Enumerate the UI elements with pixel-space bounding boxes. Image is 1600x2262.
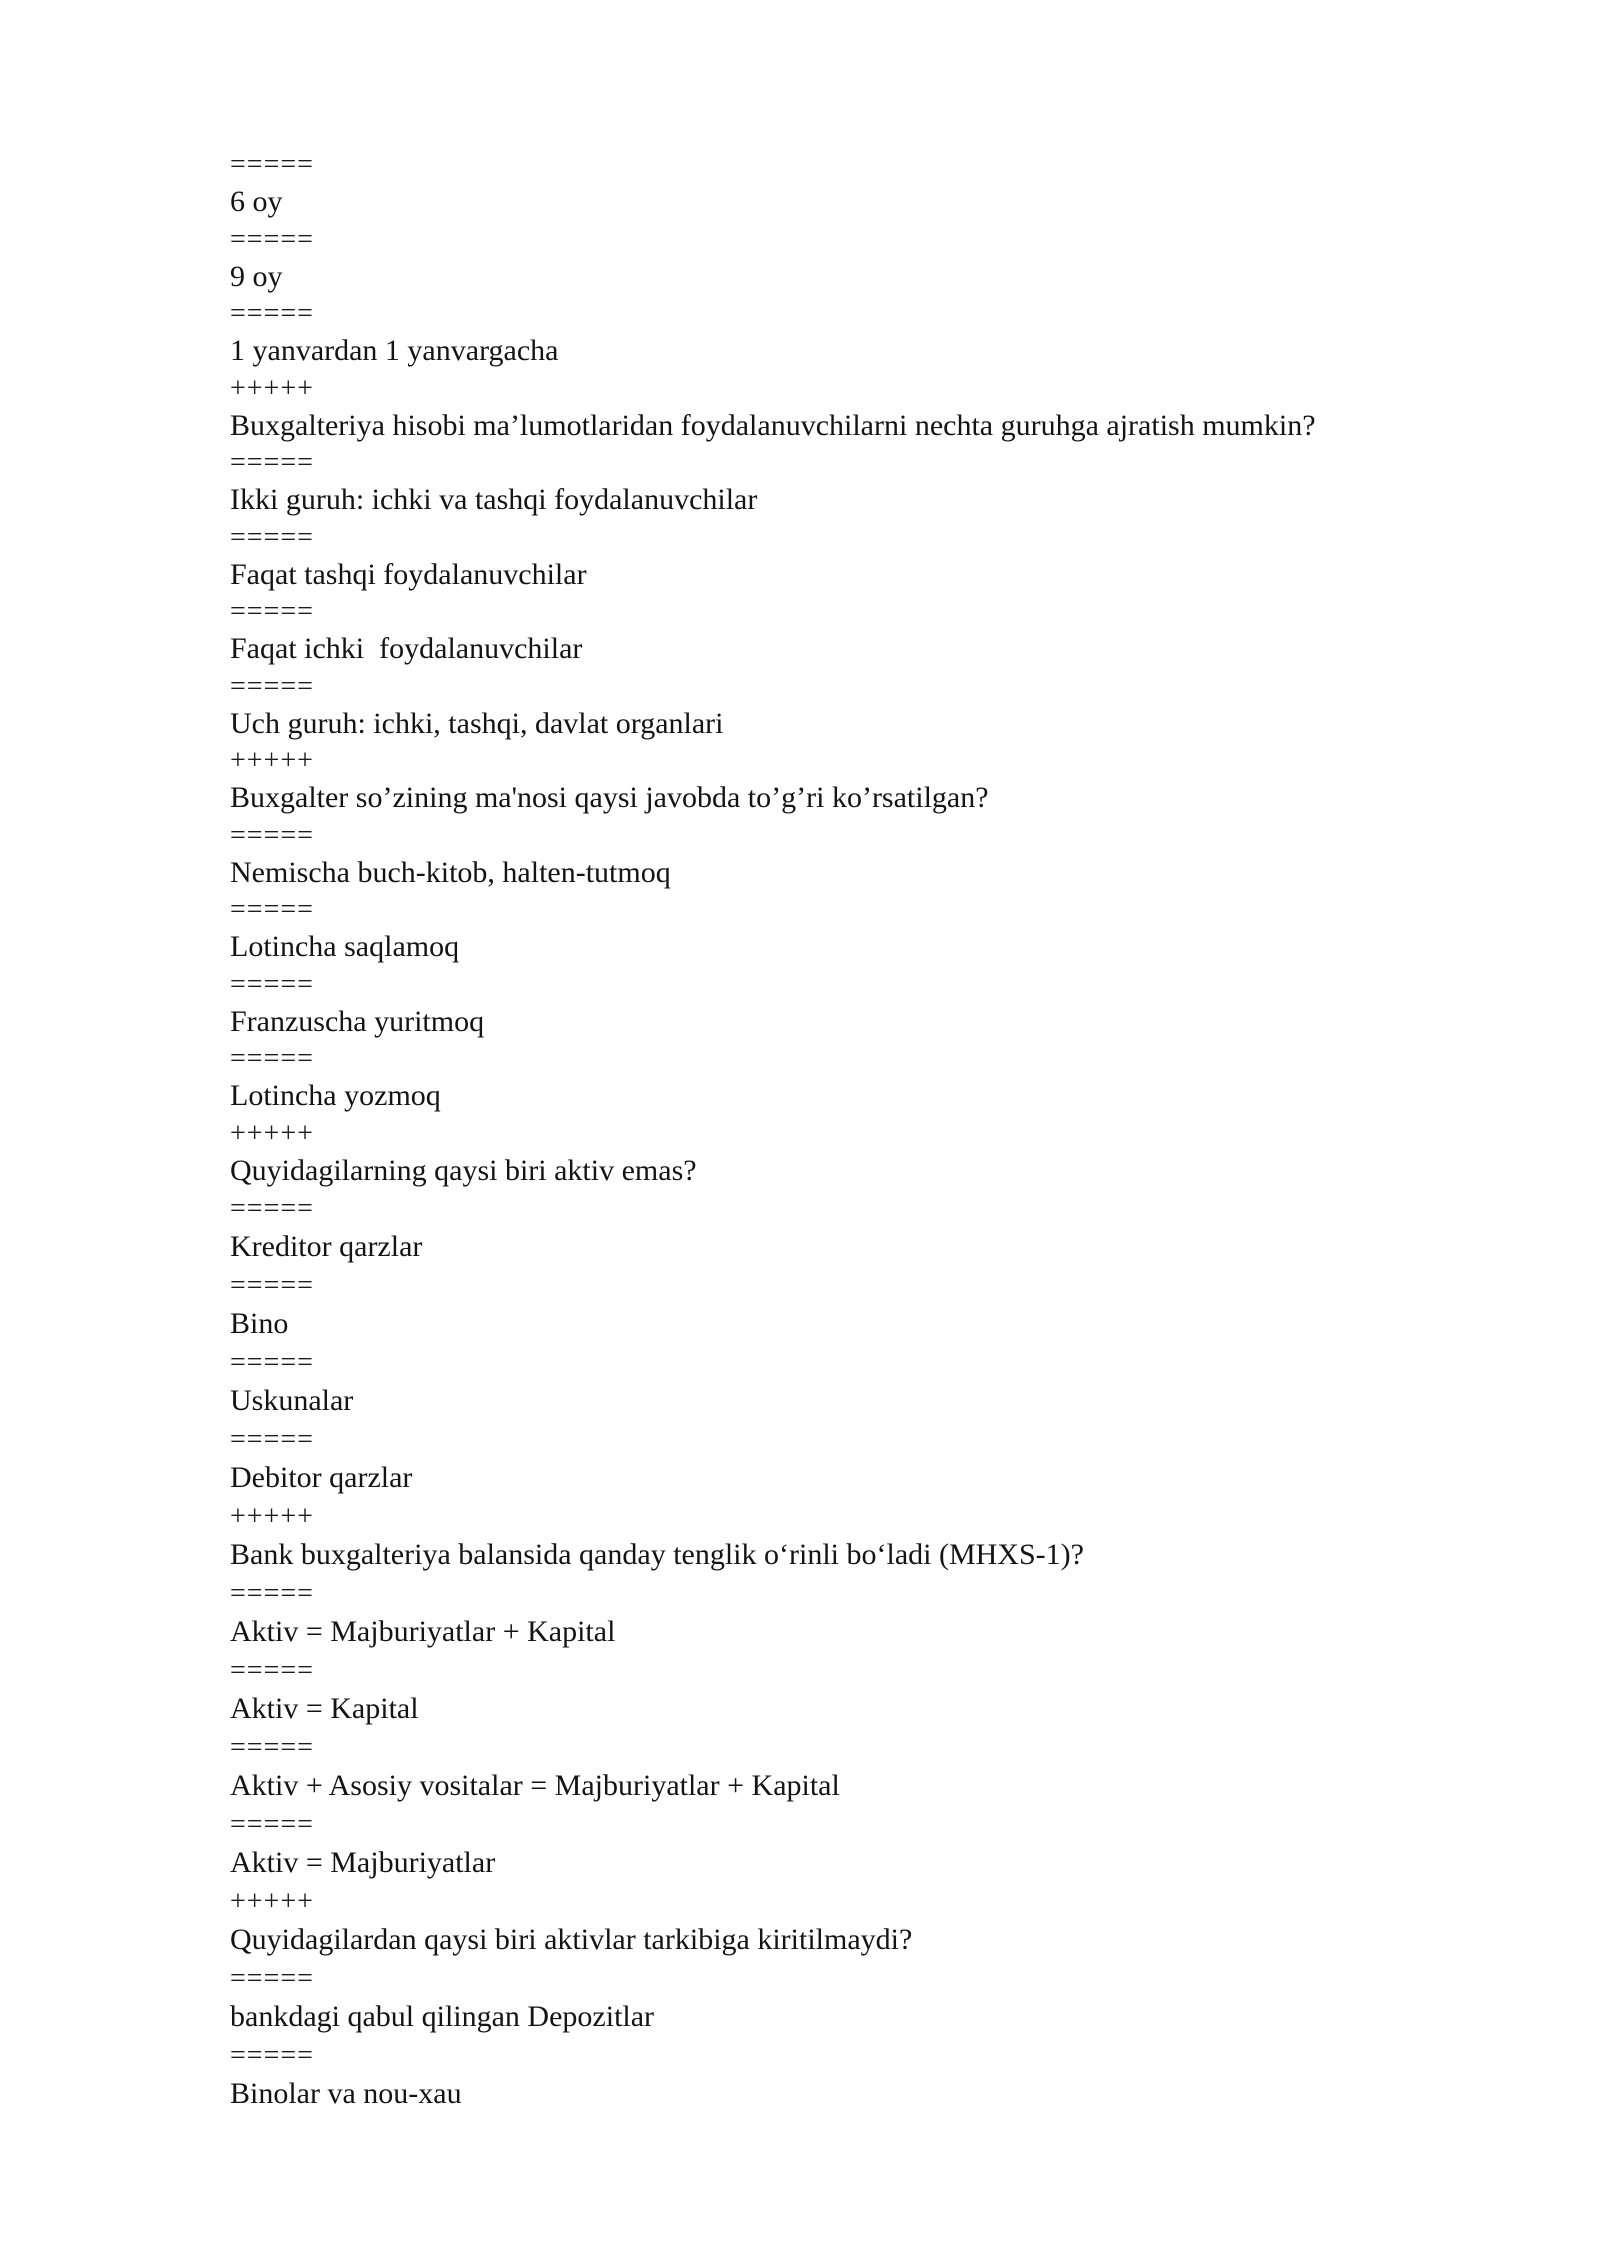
separator-line: ===== bbox=[230, 1424, 314, 1455]
text-line: Buxgalteriya hisobi ma’lumotlaridan foydalanuvchilarni nechta guruhga ajratish mumkin? bbox=[230, 408, 1316, 442]
document-body bbox=[230, 150, 1470, 2117]
separator-line: +++++ bbox=[230, 1886, 314, 1917]
separator-line: +++++ bbox=[230, 745, 314, 776]
text-line: Ikki guruh: ichki va tashqi foydalanuvchilar bbox=[230, 483, 758, 516]
separator-line: ===== bbox=[230, 1809, 314, 1840]
text-line: Kreditor qarzlar bbox=[230, 1230, 423, 1263]
text-line: Debitor qarzlar bbox=[230, 1461, 413, 1494]
separator-line: ===== bbox=[230, 1193, 314, 1224]
text-line: Uch guruh: ichki, tashqi, davlat organlari bbox=[230, 706, 724, 740]
separator-line: ===== bbox=[230, 149, 314, 180]
separator-line: ===== bbox=[230, 1963, 314, 1994]
separator-line: ===== bbox=[230, 894, 314, 925]
separator-line: +++++ bbox=[230, 372, 314, 404]
text-line: Bank buxgalteriya balansida qanday tenglik o‘rinli bo‘ladi (MHXS-1)? bbox=[230, 1538, 1084, 1571]
text-line: 6 oy bbox=[230, 185, 283, 218]
text-line: Faqat ichki foydalanuvchilar bbox=[230, 632, 583, 665]
text-line: Buxgalter so’zining ma'nosi qaysi javobda to’g’ri ko’rsatilgan? bbox=[230, 781, 989, 814]
text-line: Uskunalar bbox=[230, 1384, 354, 1417]
separator-line: ===== bbox=[230, 223, 314, 255]
text-line: Lotincha yozmoq bbox=[230, 1079, 441, 1112]
text-line: 1 yanvardan 1 yanvargacha bbox=[230, 334, 559, 367]
text-line: Franzuscha yuritmoq bbox=[230, 1004, 485, 1038]
text-line: bankdagi qabul qilingan Depozitlar bbox=[230, 2000, 655, 2033]
text-line: Lotincha saqlamoq bbox=[230, 930, 460, 963]
separator-line: ===== bbox=[230, 596, 314, 627]
separator-line: +++++ bbox=[230, 1501, 314, 1532]
separator-line: ===== bbox=[230, 968, 314, 1000]
text-line: Aktiv + Asosiy vositalar = Majburiyatlar + Kapital bbox=[230, 1769, 840, 1802]
separator-line: ===== bbox=[230, 447, 314, 478]
text-line: Faqat tashqi foydalanuvchilar bbox=[230, 557, 587, 591]
separator-line: ===== bbox=[230, 819, 314, 851]
text-line: Aktiv = Kapital bbox=[230, 1692, 419, 1725]
separator-line: ===== bbox=[230, 1043, 314, 1074]
separator-line: ===== bbox=[230, 1578, 314, 1609]
separator-line: ===== bbox=[230, 1270, 314, 1301]
text-line: Aktiv = Majburiyatlar bbox=[230, 1846, 496, 1879]
separator-line: ===== bbox=[230, 1732, 314, 1763]
separator-line: ===== bbox=[230, 298, 314, 329]
separator-line: ===== bbox=[230, 670, 314, 702]
separator-line: ===== bbox=[230, 521, 314, 553]
text-line: Bino bbox=[230, 1307, 289, 1340]
text-line: 9 oy bbox=[230, 259, 283, 293]
separator-line: ===== bbox=[230, 2040, 314, 2071]
separator-line: ===== bbox=[230, 1347, 314, 1378]
text-line: Nemischa buch-kitob, halten-tutmoq bbox=[230, 855, 671, 889]
text-line: Binolar va nou-xau bbox=[230, 2077, 462, 2110]
text-line: Quyidagilarning qaysi biri aktiv emas? bbox=[230, 1153, 697, 1187]
text-line: Aktiv = Majburiyatlar + Kapital bbox=[230, 1615, 616, 1648]
text-line: Quyidagilardan qaysi biri aktivlar tarkibiga kiritilmaydi? bbox=[230, 1923, 913, 1956]
separator-line: +++++ bbox=[230, 1117, 314, 1149]
separator-line: ===== bbox=[230, 1655, 314, 1686]
